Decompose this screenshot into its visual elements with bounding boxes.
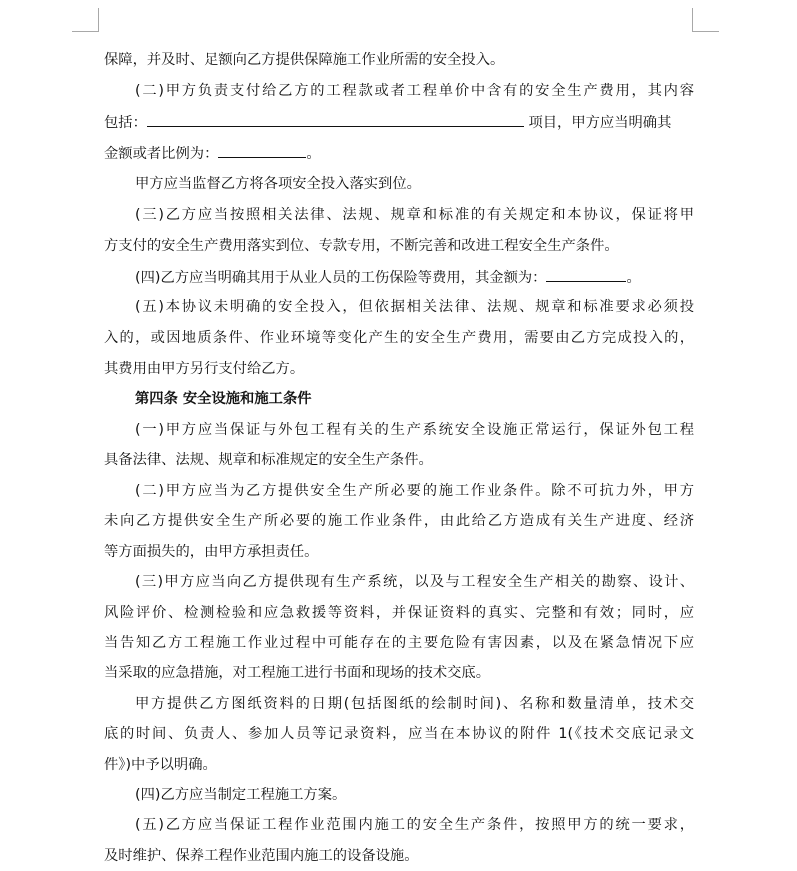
crop-mark-top-left (72, 31, 98, 32)
fill-in-blank[interactable] (546, 267, 626, 282)
paragraph-line: 保障，并及时、足额向乙方提供保障施工作业所需的安全投入。 (104, 52, 505, 68)
paragraph-line: 金额或者比例为： 。 (104, 143, 694, 163)
paragraph-line: (三)乙方应当按照相关法律、法规、规章和标准的有关规定和本协议，保证将甲 (135, 207, 694, 223)
crop-mark-top-left (98, 8, 99, 32)
paragraph-line: (一)甲方应当保证与外包工程有关的生产系统安全设施正常运行，保证外包工程 (135, 422, 694, 438)
paragraph-line: 当采取的应急措施，对工程施工进行书面和现场的技术交底。 (104, 665, 491, 681)
paragraph-line: 及时维护、保养工程作业范围内施工的设备设施。 (104, 848, 419, 864)
paragraph-line: 入的，或因地质条件、作业环境等变化产生的安全生产费用，需要由乙方完成投入的， (104, 330, 694, 346)
paragraph-line: 风险评价、检测检验和应急救援等资料，并保证资料的真实、完整和有效；同时，应 (104, 605, 694, 621)
paragraph-line: 底的时间、负责人、参加人员等记录资料，应当在本协议的附件 1(《技术交底记录文 (104, 726, 694, 742)
paragraph-line: 包括： 项目，甲方应当明确其 (104, 112, 694, 132)
article-heading: 第四条 安全设施和施工条件 (135, 391, 312, 407)
paragraph-line: 未向乙方提供安全生产所必要的施工作业条件，由此给乙方造成有关生产进度、经济 (104, 513, 694, 529)
paragraph-line: 具备法律、法规、规章和标准规定的安全生产条件。 (104, 452, 433, 468)
paragraph-line: 当告知乙方工程施工作业过程中可能存在的主要危险有害因素，以及在紧急情况下应 (104, 635, 694, 651)
paragraph-line: (四)乙方应当制定工程施工方案。 (135, 787, 347, 803)
fill-in-blank[interactable] (147, 112, 524, 127)
paragraph-line: 其费用由甲方另行支付给乙方。 (104, 361, 305, 377)
paragraph-line: (三)甲方应当向乙方提供现有生产系统，以及与工程安全生产相关的勘察、设计、 (135, 574, 694, 590)
fill-in-blank[interactable] (218, 143, 306, 158)
paragraph-line: (二)甲方负责支付给乙方的工程款或者工程单价中含有的安全生产费用，其内容 (135, 83, 694, 99)
paragraph-line: 方支付的安全生产费用落实到位、专款专用，不断完善和改进工程安全生产条件。 (104, 238, 619, 254)
paragraph-line: (五)本协议未明确的安全投入，但依据相关法律、法规、规章和标准要求必须投 (135, 299, 694, 315)
paragraph-line: 件》)中予以明确。 (104, 757, 217, 773)
paragraph-line: 甲方应当监督乙方将各项安全投入落实到位。 (135, 176, 421, 192)
crop-mark-top-right (693, 31, 719, 32)
paragraph-line: (四)乙方应当明确其用于从业人员的工伤保险等费用，其金额为： 。 (135, 267, 694, 287)
paragraph-line: 等方面损失的，由甲方承担责任。 (104, 544, 319, 560)
paragraph-line: (二)甲方应当为乙方提供安全生产所必要的施工作业条件。除不可抗力外，甲方 (135, 483, 694, 499)
crop-mark-top-right (692, 8, 693, 32)
paragraph-line: (五)乙方应当保证工程作业范围内施工的安全生产条件，按照甲方的统一要求， (135, 817, 694, 833)
paragraph-line: 甲方提供乙方图纸资料的日期(包括图纸的绘制时间)、名称和数量清单，技术交 (135, 696, 694, 712)
